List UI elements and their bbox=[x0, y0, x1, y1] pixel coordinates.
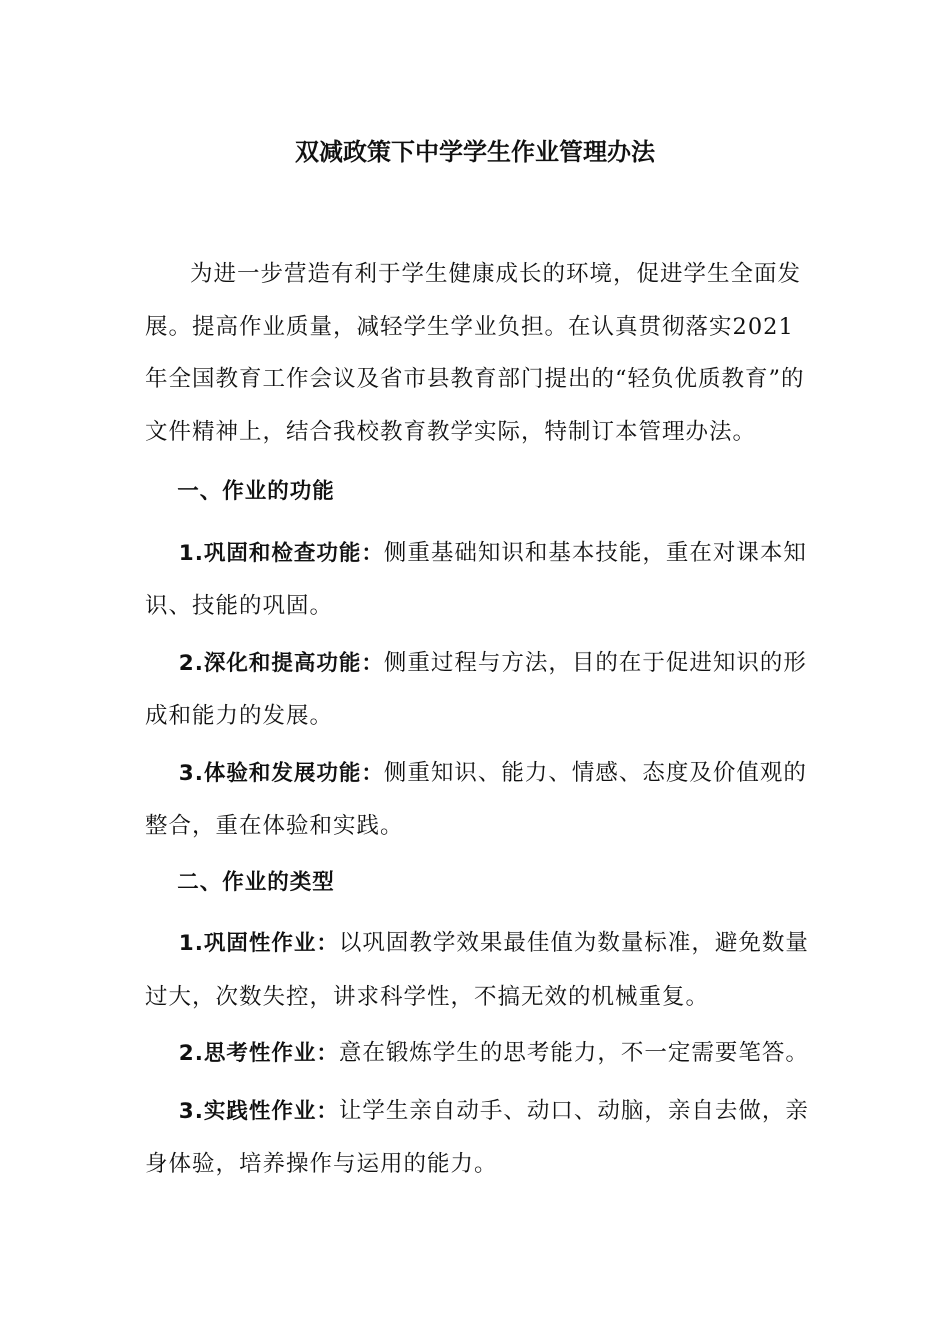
item-text: 侧重过程与方法，目的在于促进知识的形成和能力的发展。 bbox=[145, 649, 807, 729]
item-text: 让学生亲自动手、动口、动脑，亲自去做，亲身体验，培养操作与运用的能力。 bbox=[145, 1097, 809, 1177]
list-item bbox=[145, 747, 810, 853]
list-item bbox=[145, 1027, 810, 1081]
section-heading-types: 二、作业的类型 bbox=[177, 869, 335, 895]
item-text: 意在锻炼学生的思考能力，不一定需要笔答。 bbox=[338, 1040, 809, 1066]
item-text: 侧重知识、能力、情感、态度及价值观的整合，重在体验和实践。 bbox=[145, 759, 807, 839]
item-lead: 2.思考性作业： bbox=[178, 1041, 339, 1066]
item-lead: 3.实践性作业： bbox=[178, 1098, 339, 1124]
item-lead: 1.巩固和检查功能： bbox=[178, 540, 384, 566]
document-title: 双减政策下中学学生作业管理办法 bbox=[295, 138, 655, 166]
item-lead: 3.体验和发展功能： bbox=[178, 760, 384, 786]
intro-paragraph: 为进一步营造有利于学生健康成长的环境，促进学生全面发展。提高作业质量，减轻学生学业负担。在认真贯彻落实2021年全国教育工作会议及省市县教育部门提出的“轻负优质教育”的文件精神上，结合我校教育教学实际，特制订本管理办法。 bbox=[145, 261, 805, 445]
section-heading-functions: 一、作业的功能 bbox=[177, 479, 335, 504]
item-text: 以巩固教学效果最佳值为数量标准，避免数量过大，次数失控，讲求科学性，不搞无效的机械重复。 bbox=[145, 930, 809, 1010]
list-item bbox=[145, 1085, 810, 1191]
item-text: 侧重基础知识和基本技能，重在对课本知识、技能的巩固。 bbox=[145, 539, 807, 619]
document-body bbox=[145, 248, 810, 1195]
item-lead: 1.巩固性作业： bbox=[178, 931, 339, 956]
item-lead: 2.深化和提高功能： bbox=[178, 650, 384, 676]
list-item bbox=[145, 527, 810, 633]
list-item bbox=[145, 637, 810, 743]
list-item bbox=[145, 917, 810, 1023]
